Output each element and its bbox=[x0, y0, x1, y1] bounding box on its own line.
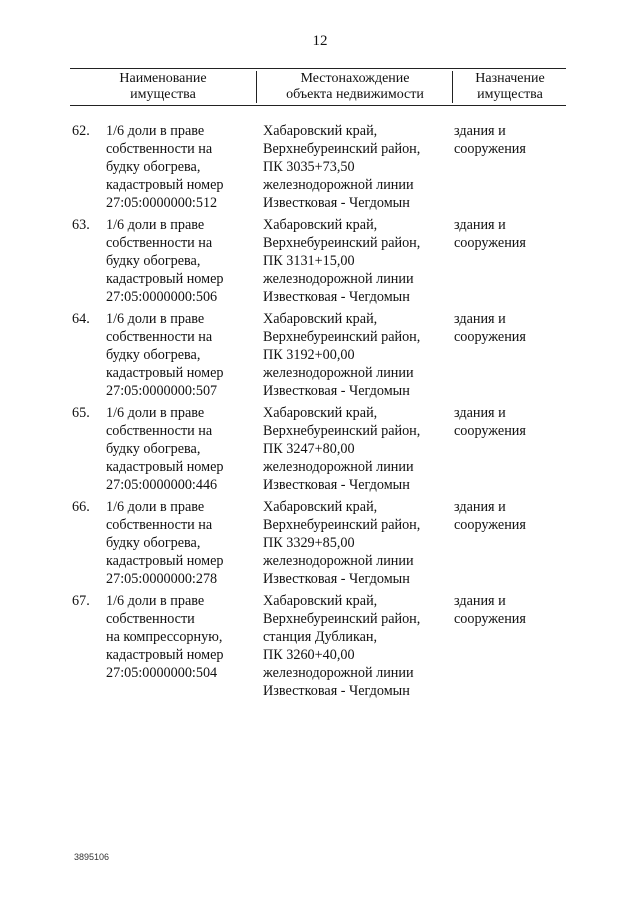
table-row bbox=[0, 498, 640, 592]
cell-text-line: Верхнебуреинский район, bbox=[263, 235, 421, 251]
cell-text-line: Известковая - Чегдомын bbox=[263, 477, 410, 493]
cell-text-line: сооружения bbox=[454, 329, 526, 345]
property-location-cell bbox=[263, 592, 448, 700]
cell-text-line: будку обогрева, bbox=[106, 347, 201, 363]
table-header bbox=[70, 68, 566, 106]
property-name-cell bbox=[106, 122, 256, 212]
cell-text-line: здания и bbox=[454, 217, 506, 233]
cell-text-line: кадастровый номер bbox=[106, 647, 224, 663]
cell-text-line: 27:05:0000000:512 bbox=[106, 195, 218, 211]
property-purpose-cell bbox=[454, 404, 564, 440]
header-location-column bbox=[256, 71, 453, 103]
property-location-cell bbox=[263, 216, 448, 306]
cell-text-line: Известковая - Чегдомын bbox=[263, 289, 410, 305]
cell-text-line: Хабаровский край, bbox=[263, 217, 378, 233]
cell-text-line: Верхнебуреинский район, bbox=[263, 423, 421, 439]
property-location-cell bbox=[263, 498, 448, 588]
cell-text-line: Хабаровский край, bbox=[263, 405, 378, 421]
property-name-cell bbox=[106, 310, 256, 400]
cell-text-line: Известковая - Чегдомын bbox=[263, 683, 410, 699]
table-row bbox=[0, 592, 640, 704]
cell-text-line: 27:05:0000000:504 bbox=[106, 665, 218, 681]
property-purpose-cell bbox=[454, 498, 564, 534]
header-text: Наименование bbox=[119, 71, 207, 86]
cell-text-line: сооружения bbox=[454, 517, 526, 533]
cell-text-line: Верхнебуреинский район, bbox=[263, 611, 421, 627]
cell-text-line: сооружения bbox=[454, 423, 526, 439]
cell-text-line: будку обогрева, bbox=[106, 535, 201, 551]
cell-text-line: 1/6 доли в праве bbox=[106, 123, 205, 139]
row-number: 65. bbox=[72, 405, 90, 421]
row-number: 67. bbox=[72, 593, 90, 609]
property-location-cell bbox=[263, 404, 448, 494]
cell-text-line: Верхнебуреинский район, bbox=[263, 329, 421, 345]
cell-text-line: Хабаровский край, bbox=[263, 499, 378, 515]
cell-text-line: Хабаровский край, bbox=[263, 593, 378, 609]
cell-text-line: железнодорожной линии bbox=[263, 365, 414, 381]
cell-text-line: Известковая - Чегдомын bbox=[263, 571, 410, 587]
cell-text-line: железнодорожной линии bbox=[263, 553, 414, 569]
header-text: Местонахождение bbox=[300, 71, 410, 86]
cell-text-line: Верхнебуреинский район, bbox=[263, 517, 421, 533]
header-name-column bbox=[70, 71, 256, 103]
cell-text-line: собственности bbox=[106, 611, 195, 627]
cell-text-line: кадастровый номер bbox=[106, 459, 224, 475]
row-number: 63. bbox=[72, 217, 90, 233]
property-name-cell bbox=[106, 592, 256, 682]
cell-text-line: собственности на bbox=[106, 235, 213, 251]
cell-text-line: ПК 3247+80,00 bbox=[263, 441, 355, 457]
cell-text-line: сооружения bbox=[454, 141, 526, 157]
document-code: 3895106 bbox=[74, 852, 110, 862]
cell-text-line: на компрессорную, bbox=[106, 629, 223, 645]
cell-text-line: ПК 3131+15,00 bbox=[263, 253, 355, 269]
cell-text-line: собственности на bbox=[106, 329, 213, 345]
header-text: Назначение bbox=[475, 71, 545, 86]
property-name-cell bbox=[106, 404, 256, 494]
cell-text-line: собственности на bbox=[106, 141, 213, 157]
cell-text-line: ПК 3260+40,00 bbox=[263, 647, 355, 663]
property-name-cell bbox=[106, 498, 256, 588]
row-number: 62. bbox=[72, 123, 90, 139]
cell-text-line: здания и bbox=[454, 123, 506, 139]
cell-text-line: 27:05:0000000:278 bbox=[106, 571, 218, 587]
cell-text-line: кадастровый номер bbox=[106, 365, 224, 381]
cell-text-line: железнодорожной линии bbox=[263, 177, 414, 193]
header-text: имущества bbox=[130, 87, 196, 102]
cell-text-line: 1/6 доли в праве bbox=[106, 593, 205, 609]
cell-text-line: Верхнебуреинский район, bbox=[263, 141, 421, 157]
cell-text-line: Хабаровский край, bbox=[263, 123, 378, 139]
cell-text-line: железнодорожной линии bbox=[263, 665, 414, 681]
cell-text-line: будку обогрева, bbox=[106, 159, 201, 175]
cell-text-line: 27:05:0000000:506 bbox=[106, 289, 218, 305]
cell-text-line: кадастровый номер bbox=[106, 553, 224, 569]
cell-text-line: кадастровый номер bbox=[106, 271, 224, 287]
property-purpose-cell bbox=[454, 122, 564, 158]
cell-text-line: сооружения bbox=[454, 235, 526, 251]
header-text: объекта недвижимости bbox=[286, 87, 424, 102]
cell-text-line: здания и bbox=[454, 311, 506, 327]
cell-text-line: здания и bbox=[454, 405, 506, 421]
cell-text-line: кадастровый номер bbox=[106, 177, 224, 193]
cell-text-line: собственности на bbox=[106, 423, 213, 439]
header-purpose-column bbox=[452, 71, 567, 103]
cell-text-line: ПК 3035+73,50 bbox=[263, 159, 355, 175]
cell-text-line: здания и bbox=[454, 593, 506, 609]
cell-text-line: 1/6 доли в праве bbox=[106, 405, 205, 421]
cell-text-line: ПК 3329+85,00 bbox=[263, 535, 355, 551]
cell-text-line: 27:05:0000000:446 bbox=[106, 477, 218, 493]
table-body bbox=[0, 122, 640, 704]
cell-text-line: 1/6 доли в праве bbox=[106, 499, 205, 515]
property-purpose-cell bbox=[454, 216, 564, 252]
property-location-cell bbox=[263, 122, 448, 212]
cell-text-line: Хабаровский край, bbox=[263, 311, 378, 327]
property-location-cell bbox=[263, 310, 448, 400]
cell-text-line: железнодорожной линии bbox=[263, 271, 414, 287]
cell-text-line: будку обогрева, bbox=[106, 441, 201, 457]
table-row bbox=[0, 404, 640, 498]
row-number: 64. bbox=[72, 311, 90, 327]
row-number: 66. bbox=[72, 499, 90, 515]
cell-text-line: Известковая - Чегдомын bbox=[263, 383, 410, 399]
cell-text-line: 1/6 доли в праве bbox=[106, 311, 205, 327]
cell-text-line: будку обогрева, bbox=[106, 253, 201, 269]
cell-text-line: 27:05:0000000:507 bbox=[106, 383, 218, 399]
cell-text-line: собственности на bbox=[106, 517, 213, 533]
table-row bbox=[0, 310, 640, 404]
table-row bbox=[0, 122, 640, 216]
property-purpose-cell bbox=[454, 310, 564, 346]
cell-text-line: здания и bbox=[454, 499, 506, 515]
table-row bbox=[0, 216, 640, 310]
cell-text-line: станция Дубликан, bbox=[263, 629, 378, 645]
cell-text-line: 1/6 доли в праве bbox=[106, 217, 205, 233]
cell-text-line: Известковая - Чегдомын bbox=[263, 195, 410, 211]
property-name-cell bbox=[106, 216, 256, 306]
cell-text-line: железнодорожной линии bbox=[263, 459, 414, 475]
header-text: имущества bbox=[477, 87, 543, 102]
property-purpose-cell bbox=[454, 592, 564, 628]
cell-text-line: сооружения bbox=[454, 611, 526, 627]
cell-text-line: ПК 3192+00,00 bbox=[263, 347, 355, 363]
page-number: 12 bbox=[312, 33, 328, 49]
